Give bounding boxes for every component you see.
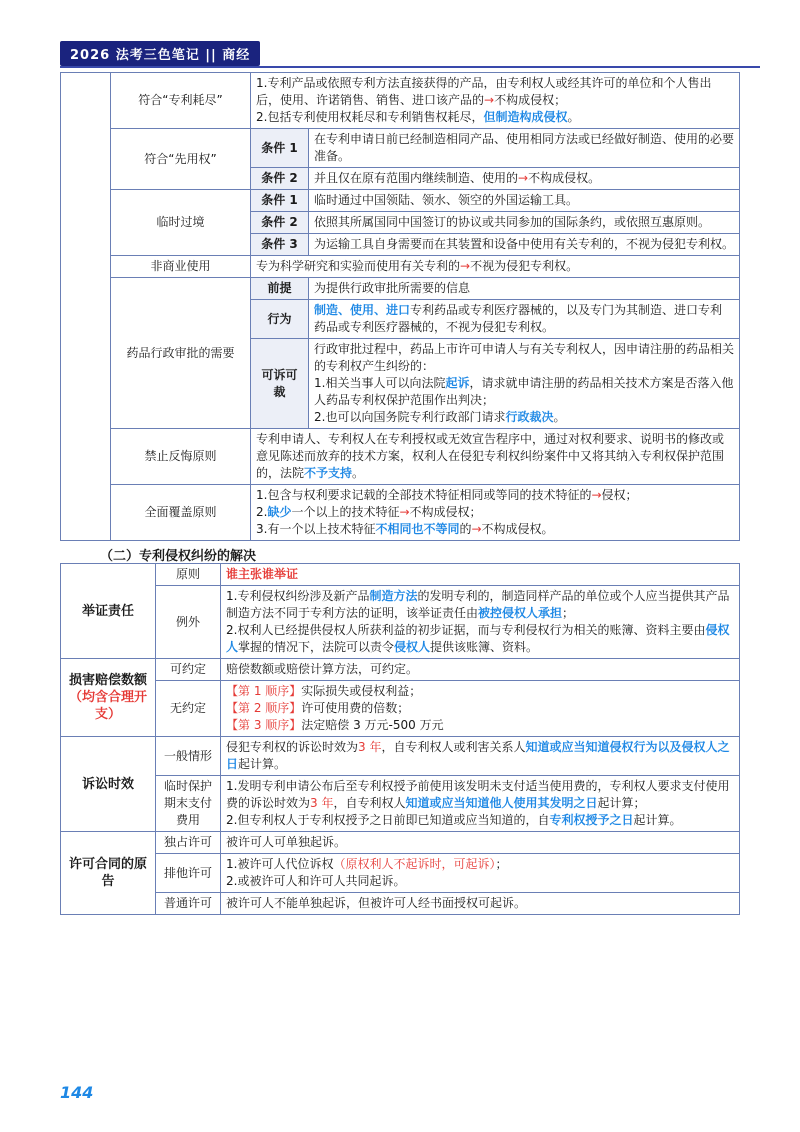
table-row	[61, 129, 740, 168]
row-label: 非商业使用	[111, 256, 251, 278]
row-label: 例外	[156, 586, 221, 659]
row-label: 全面覆盖原则	[111, 485, 251, 541]
section-heading: （二）专利侵权纠纷的解决	[100, 549, 257, 564]
row-content: 专利申请人、专利权人在专利授权或无效宣告程序中，通过对权利要求、说明书的修改或意见陈述而放弃的技术方案，权利人在侵犯专利权纠纷案件中又将其纳入专利权保护范围的，法院不予支持。	[251, 429, 740, 485]
group-label: 举证责任	[61, 564, 156, 659]
table-row	[61, 586, 740, 659]
group-label: 许可合同的原告	[61, 832, 156, 915]
row-label: 一般情形	[156, 737, 221, 776]
condition-label: 条件 2	[251, 168, 309, 190]
table-row	[61, 278, 740, 300]
table-row	[61, 832, 740, 854]
table-row	[61, 485, 740, 541]
table-row	[61, 73, 740, 129]
table-row	[61, 854, 740, 893]
condition-text: 依照其所属国同中国签订的协议或共同参加的国际条约，或依照互惠原则。	[309, 212, 740, 234]
condition-label: 前提	[251, 278, 309, 300]
row-label: 符合“先用权”	[111, 129, 251, 190]
row-label: 临时保护期末支付费用	[156, 776, 221, 832]
table-row	[61, 659, 740, 681]
condition-text: 为提供行政审批所需要的信息	[309, 278, 740, 300]
condition-label: 条件 2	[251, 212, 309, 234]
condition-label: 行为	[251, 300, 309, 339]
condition-text: 行政审批过程中，药品上市许可申请人与有关专利权人，因申请注册的药品相关的专利权产生纠纷的： 1.相关当事人可以向法院起诉，请求就申请注册的药品相关技术方案是否落入他人药品专利权保护范围作出判决； 2.也可以向国务院专利行政部门请求行政裁决。	[309, 339, 740, 429]
content	[60, 72, 740, 915]
table-row	[61, 256, 740, 278]
condition-text: 为运输工具自身需要而在其装置和设备中使用有关专利的，不视为侵犯专利权。	[309, 234, 740, 256]
table-row	[61, 190, 740, 212]
condition-label: 条件 1	[251, 129, 309, 168]
row-content: 侵犯专利权的诉讼时效为3 年，自专利权人或利害关系人知道或应当知道侵权行为以及侵权人之日起计算。	[221, 737, 740, 776]
row-label: 药品行政审批的需要	[111, 278, 251, 429]
condition-label: 条件 3	[251, 234, 309, 256]
page-header	[60, 40, 260, 66]
row-content: 1.发明专利申请公布后至专利权授予前使用该发明未支付适当使用费的，专利权人要求支付使用费的诉讼时效为3 年，自专利权人知道或应当知道他人使用其发明之日起计算； 2.但专利权人于专利权授予之日前即已知道或应当知道的，自专利权授予之日起计算。	[221, 776, 740, 832]
page-number: 144	[60, 1083, 94, 1102]
row-content: 谁主张谁举证	[221, 564, 740, 586]
row-content: 【第 1 顺序】实际损失或侵权利益； 【第 2 顺序】许可使用费的倍数； 【第 3 顺序】法定赔偿 3 万元-500 万元	[221, 681, 740, 737]
row-label: 独占许可	[156, 832, 221, 854]
row-content: 1.被许可人代位诉权（原权利人不起诉时，可起诉）； 2.或被许可人和许可人共同起诉。	[221, 854, 740, 893]
row-label: 可约定	[156, 659, 221, 681]
row-content: 1.专利侵权纠纷涉及新产品制造方法的发明专利的，制造同样产品的单位或个人应当提供其产品制造方法不同于专利方法的证明，该举证责任由被控侵权人承担； 2.权利人已经提供侵权人所获利益的初步证据，而与专利侵权行为相关的账簿、资料主要由侵权人掌握的情况下，法院可以责令侵权人提供该账簿、资料。	[221, 586, 740, 659]
exceptions-table	[60, 72, 740, 541]
row-content: 专为科学研究和实验而使用有关专利的→不视为侵犯专利权。	[251, 256, 740, 278]
condition-label: 条件 1	[251, 190, 309, 212]
row-content: 1.包含与权利要求记载的全部技术特征相同或等同的技术特征的→侵权； 2.缺少一个以上的技术特征→不构成侵权； 3.有一个以上技术特征不相同也不等同的→不构成侵权。	[251, 485, 740, 541]
condition-text: 制造、使用、进口专利药品或专利医疗器械的，以及专门为其制造、进口专利药品或专利医疗器械的，不视为侵犯专利权。	[309, 300, 740, 339]
row-label: 原则	[156, 564, 221, 586]
condition-text: 在专利申请日前已经制造相同产品、使用相同方法或已经做好制造、使用的必要准备。	[309, 129, 740, 168]
dispute-table	[60, 563, 740, 915]
condition-text: 并且仅在原有范围内继续制造、使用的→不构成侵权。	[309, 168, 740, 190]
row-content: 被许可人可单独起诉。	[221, 832, 740, 854]
group-label: 诉讼时效	[61, 737, 156, 832]
table-row	[61, 893, 740, 915]
group-label: 损害赔偿数额（均含合理开支）	[61, 659, 156, 737]
row-label: 无约定	[156, 681, 221, 737]
row-content: 1.专利产品或依照专利方法直接获得的产品，由专利权人或经其许可的单位和个人售出后，使用、许诺销售、销售、进口该产品的→不构成侵权； 2.包括专利使用权耗尽和专利销售权耗尽，但制造构成侵权。	[251, 73, 740, 129]
condition-label: 可诉可裁	[251, 339, 309, 429]
table-row	[61, 681, 740, 737]
header-title: 2026 法考三色笔记 || 商经	[60, 41, 260, 66]
row-label: 排他许可	[156, 854, 221, 893]
row-label: 临时过境	[111, 190, 251, 256]
row-content: 被许可人不能单独起诉，但被许可人经书面授权可起诉。	[221, 893, 740, 915]
condition-text: 临时通过中国领陆、领水、领空的外国运输工具。	[309, 190, 740, 212]
table-row	[61, 776, 740, 832]
header-divider	[60, 66, 760, 68]
row-label: 禁止反悔原则	[111, 429, 251, 485]
row-label: 普通许可	[156, 893, 221, 915]
table-row	[61, 429, 740, 485]
row-label: 符合“专利耗尽”	[111, 73, 251, 129]
blank-group-cell	[61, 73, 111, 541]
row-content: 赔偿数额或赔偿计算方法，可约定。	[221, 659, 740, 681]
table-row	[61, 564, 740, 586]
table-row	[61, 737, 740, 776]
